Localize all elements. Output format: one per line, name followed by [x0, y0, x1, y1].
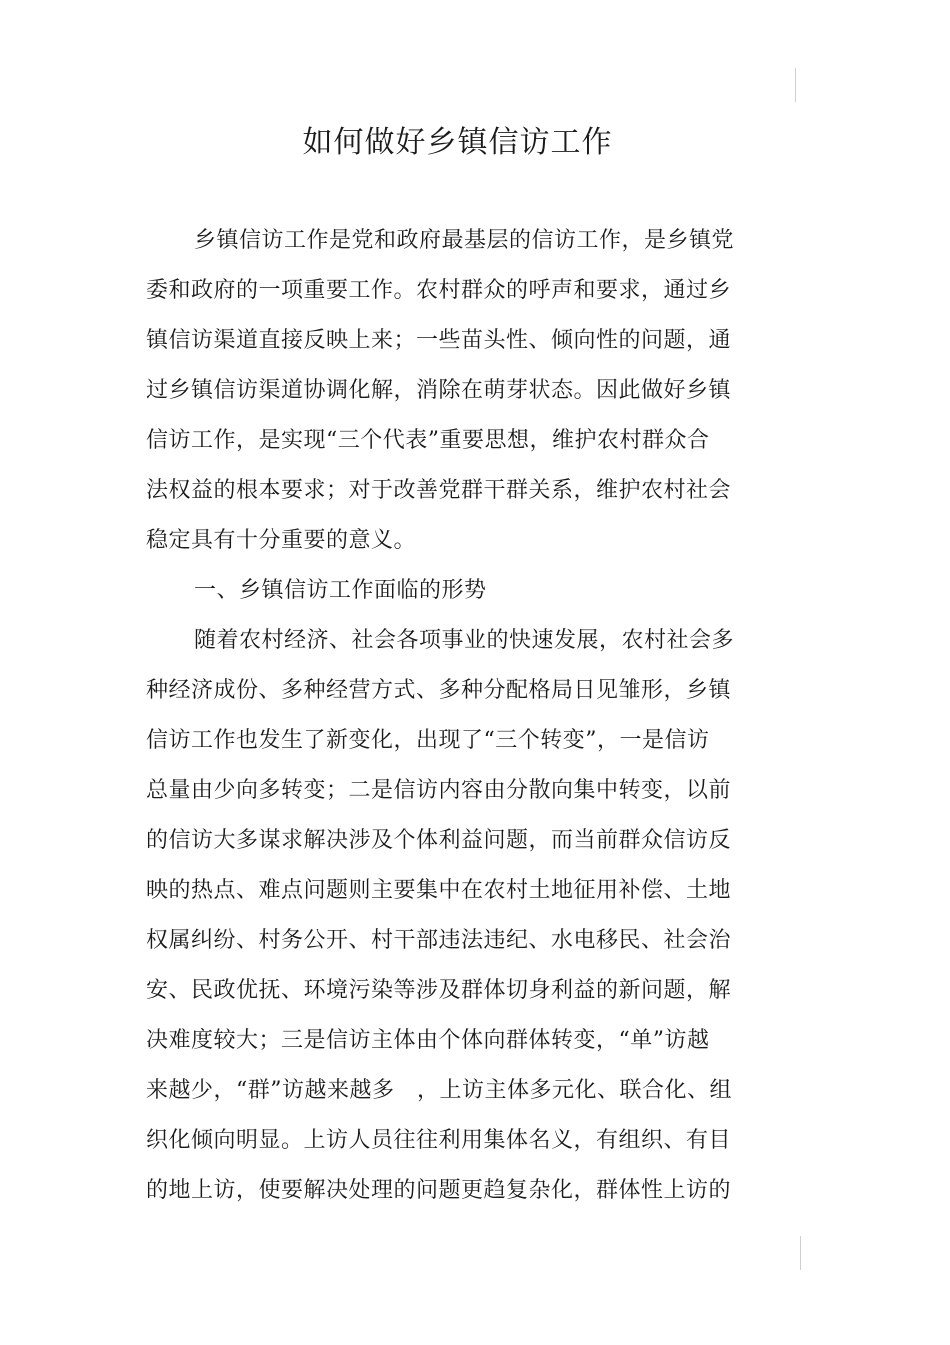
paragraph-line: 来越少，“群”访越来越多 ，上访主体多元化、联合化、组 — [146, 1078, 732, 1103]
crop-mark-top — [795, 68, 796, 102]
paragraph-line: 权属纠纷、村务公开、村干部违法违纪、水电移民、社会治 — [146, 928, 732, 953]
paragraph-line: 稳定具有十分重要的意义。 — [146, 528, 417, 553]
paragraph-line: 种经济成份、多种经营方式、多种分配格局日见雏形，乡镇 — [146, 678, 732, 703]
paragraph-line: 的地上访，使要解决处理的问题更趋复杂化，群体性上访的 — [146, 1178, 732, 1203]
paragraph-line: 决难度较大；三是信访主体由个体向群体转变，“单”访越 — [146, 1028, 710, 1053]
paragraph-line: 映的热点、难点问题则主要集中在农村土地征用补偿、土地 — [146, 878, 732, 903]
paragraph-line: 法权益的根本要求；对于改善党群干群关系，维护农村社会 — [146, 478, 732, 503]
paragraph-line: 安、民政优抚、环境污染等涉及群体切身利益的新问题，解 — [146, 978, 732, 1003]
paragraph-line: 总量由少向多转变；二是信访内容由分散向集中转变，以前 — [146, 778, 732, 803]
paragraph-line: 过乡镇信访渠道协调化解，消除在萌芽状态。因此做好乡镇 — [146, 378, 732, 403]
document-title: 如何做好乡镇信访工作 — [302, 125, 613, 160]
crop-mark-bottom — [800, 1236, 801, 1270]
paragraph-line: 委和政府的一项重要工作。农村群众的呼声和要求，通过乡 — [146, 278, 732, 303]
paragraph-line: 乡镇信访工作是党和政府最基层的信访工作，是乡镇党 — [194, 228, 735, 253]
paragraph-line: 的信访大多谋求解决涉及个体利益问题，而当前群众信访反 — [146, 828, 732, 853]
document-body — [146, 216, 786, 1216]
paragraph-line: 随着农村经济、社会各项事业的快速发展，农村社会多 — [194, 628, 735, 653]
section-heading: 一、乡镇信访工作面临的形势 — [194, 578, 487, 603]
paragraph-line: 信访工作也发生了新变化，出现了“三个转变”，一是信访 — [146, 728, 710, 753]
paragraph-line: 织化倾向明显。上访人员往往利用集体名义，有组织、有目 — [146, 1128, 732, 1153]
paragraph-line: 镇信访渠道直接反映上来；一些苗头性、倾向性的问题，通 — [146, 328, 732, 353]
paragraph-line: 信访工作，是实现“三个代表”重要思想，维护农村群众合 — [146, 428, 710, 453]
